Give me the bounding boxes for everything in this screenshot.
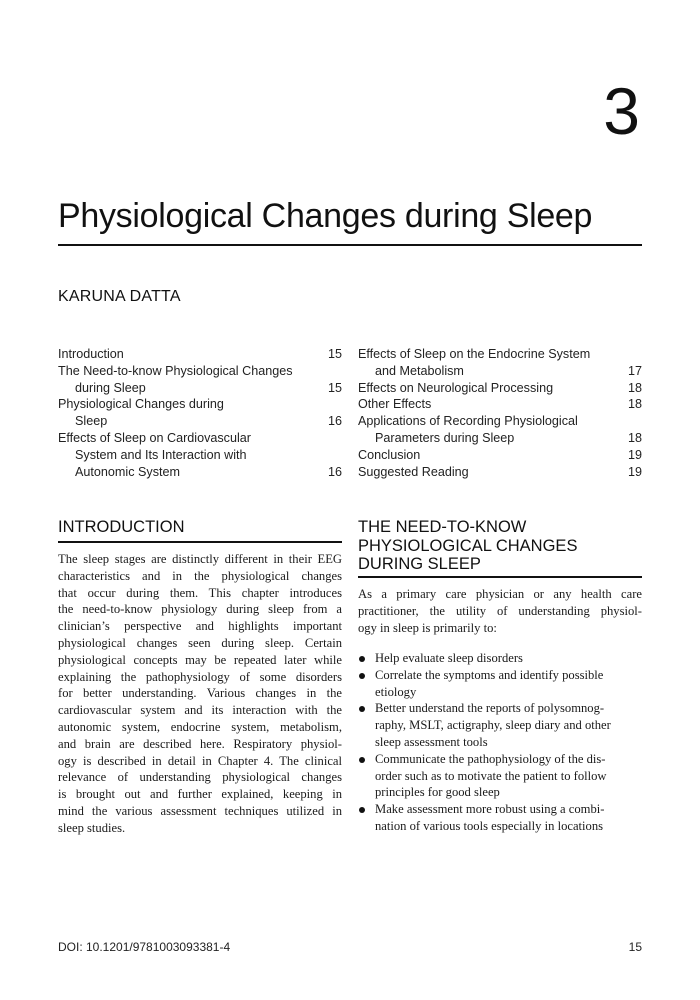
text-line: clinician’s perspective and highlights important [58,619,342,634]
bullet-icon [359,656,365,662]
toc-entry-page: 15 [327,347,342,361]
toc-entry-title: Sleep [75,414,108,429]
toc-entry-page: 18 [627,380,642,395]
toc-entry-page: 18 [627,397,642,412]
bullet-text: Communicate the pathophysiology of the dis- [375,751,606,766]
text-line: ogy is described in detail in Chapter 4. The clinical [58,753,342,768]
text-line: ogy in sleep is primarily to: [358,620,497,635]
toc-entry [358,447,642,464]
toc-entry-title: Other Effects [358,397,432,412]
chapter-number: 3 [603,74,640,148]
bullet-text: principles for good sleep [375,785,500,800]
need-to-know-heading [358,518,577,574]
introduction-heading: INTRODUCTION [58,518,185,536]
toc-entry-page: 19 [627,464,642,479]
toc-entry-page: 15 [327,380,342,395]
text-line: cardiovascular system and its interaction with the [58,703,342,718]
bullet-text: etiology [375,684,417,699]
need-to-know-rule [358,576,642,578]
text-line: physiological changes seen during sleep. Certain [58,635,342,650]
bullet-text: Help evaluate sleep disorders [375,651,523,665]
text-line: practitioner, the utility of understanding physiol- [358,603,642,618]
toc-entry-page: 16 [327,414,342,429]
introduction-paragraph [58,551,342,837]
toc-entry [58,396,342,430]
text-line: and brain are described here. Respiratory physiol- [58,736,342,751]
title-rule [58,244,642,246]
bullet-item [358,650,648,667]
text-line: that occur during them. This chapter introduces [58,585,342,600]
bullet-text: nation of various tools especially in locations [375,818,604,833]
toc-entry-title: Effects of Sleep on the Endocrine System [358,347,591,361]
toc-entry-page: 18 [627,430,642,445]
toc-entry-page: 19 [627,447,642,462]
bullet-icon [359,706,365,712]
toc-entry-page: 17 [627,363,642,378]
introduction-rule [58,541,342,543]
footer-doi: DOI: 10.1201/9781003093381-4 [58,940,231,954]
bullet-item [358,667,648,701]
text-line: The sleep stages are distinctly different in their EEG [58,552,342,566]
chapter-title: Physiological Changes during Sleep [58,197,593,235]
need-to-know-paragraph [358,586,642,636]
text-line: autonomic system, endocrine system, metabolism, [58,719,342,734]
text-line: for better understanding. Various changes in the [58,686,342,701]
toc-entry-title: and Metabolism [375,363,464,378]
text-line: As a primary care physician or any health care [358,587,642,601]
bullet-text: Better understand the reports of polysomnog- [375,701,605,716]
bullet-text: sleep assessment tools [375,734,488,749]
toc-right-column [358,346,642,480]
toc-entry [358,380,642,397]
toc-entry-title: Introduction [58,347,124,361]
heading-line: PHYSIOLOGICAL CHANGES [358,536,578,555]
toc-entry [58,346,342,363]
bullet-text: Correlate the symptoms and identify possible [375,667,604,682]
text-line: the need-to-know physiology during sleep from a [58,602,342,617]
bullet-text: Make assessment more robust using a combi- [375,802,605,817]
text-line: explaining the pathophysiology of some disorders [58,669,342,684]
toc-entry-title: Suggested Reading [358,464,469,479]
toc-entry [58,363,342,397]
bullet-item [358,700,648,750]
author-name: KARUNA DATTA [58,288,181,305]
bullet-text: order such as to motivate the patient to follow [375,768,607,783]
toc-entry-title: The Need-to-know Physiological Changes [58,363,293,378]
toc-entry-page: 16 [327,464,342,479]
text-line: characteristics and in the physiological changes [58,568,342,583]
toc-entry-title: Conclusion [358,447,421,462]
text-line: is brought out and further explained, keeping in [58,787,342,802]
bullet-text: raphy, MSLT, actigraphy, sleep diary and other [375,718,611,733]
bullet-item [358,801,648,835]
toc-entry [358,346,642,380]
bullet-item [358,751,648,801]
need-to-know-bullet-list [358,650,648,835]
heading-line: DURING SLEEP [358,555,481,573]
text-line: physiological concepts may be repeated later while [58,652,342,667]
bullet-icon [359,807,365,813]
toc-entry-title: Parameters during Sleep [375,430,515,445]
text-line: sleep studies. [58,820,126,835]
toc-entry-title: Autonomic System [75,464,180,479]
toc-entry-title: System and Its Interaction with [75,447,247,462]
toc-entry [58,430,342,480]
toc-entry [358,413,642,447]
toc-entry [358,396,642,413]
bullet-icon [359,757,365,763]
heading-line: THE NEED-TO-KNOW [358,518,527,536]
toc-entry [358,464,642,481]
bullet-icon [359,673,365,679]
toc-entry-title: Effects on Neurological Processing [358,380,554,395]
toc-entry-title: Applications of Recording Physiological [358,414,578,429]
footer-page-number: 15 [628,940,642,954]
toc-entry-title: Physiological Changes during [58,397,224,412]
text-line: relevance of understanding physiological changes [58,770,342,785]
text-line: mind the various assessment techniques utilized in [58,803,342,818]
toc-entry-title: during Sleep [75,380,146,395]
toc-entry-title: Effects of Sleep on Cardiovascular [58,430,251,445]
toc-left-column [58,346,342,480]
